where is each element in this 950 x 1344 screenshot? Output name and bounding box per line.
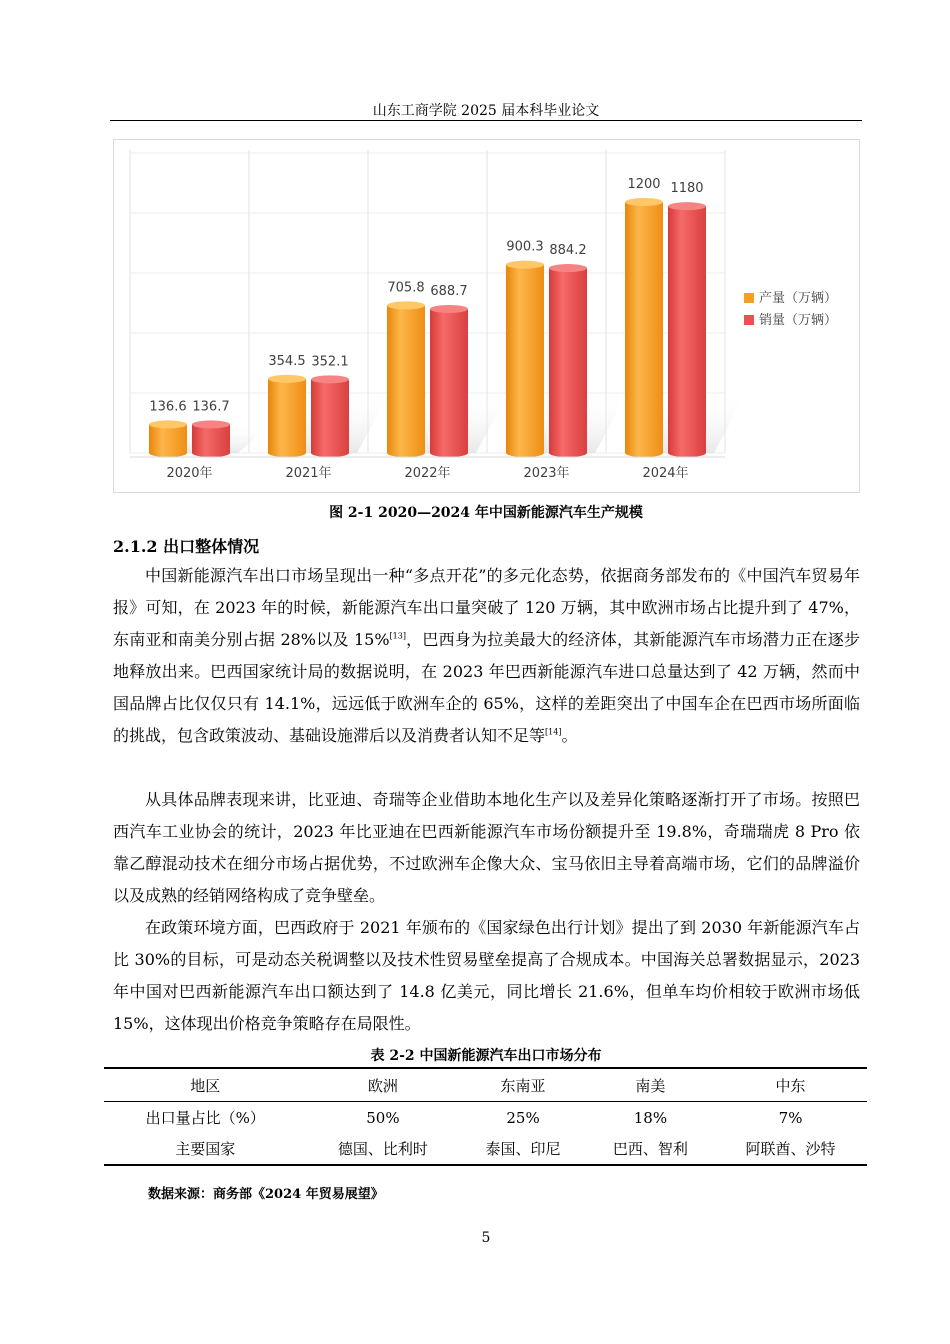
bar-base bbox=[192, 449, 230, 457]
table-header-cell: 中东 bbox=[714, 1068, 867, 1102]
data-label: 1200 bbox=[627, 177, 661, 192]
table-header-cell: 东南亚 bbox=[459, 1068, 586, 1102]
export-market-table bbox=[104, 1067, 867, 1166]
bar-base bbox=[268, 449, 306, 457]
bar-cap bbox=[149, 420, 187, 428]
bar-base bbox=[311, 449, 349, 457]
data-label: 705.8 bbox=[387, 280, 425, 296]
data-label: 136.6 bbox=[149, 399, 187, 415]
table-cell: 主要国家 bbox=[104, 1133, 307, 1165]
paragraph-1-part-a: 中国新能源汽车出口市场呈现出一种“多点开花”的多元化态势，依据商务部发布的《中国汽车贸易年报》可知，在 2023 年的时候，新能源汽车出口量突破了 120 万辆，其中欧洲市场占比提升到了 47%，东南亚和南美分别占据 28%以及 15% bbox=[113, 566, 860, 649]
x-tick-label: 2023年 bbox=[523, 466, 570, 481]
running-header: 山东工商学院 2025 届本科毕业论文 bbox=[372, 103, 600, 119]
table-cell: 7% bbox=[778, 1108, 803, 1127]
bar-sales bbox=[192, 424, 230, 453]
bar-cap bbox=[268, 375, 306, 383]
bar-sales bbox=[549, 268, 587, 453]
bar-cap bbox=[311, 375, 349, 383]
bar-base bbox=[506, 449, 544, 457]
legend-swatch bbox=[744, 293, 754, 303]
paragraph-1 bbox=[113, 560, 860, 752]
table-cell: 巴西、智利 bbox=[587, 1133, 714, 1165]
table-header-cell: 南美 bbox=[587, 1068, 714, 1102]
table-header-cell: 欧洲 bbox=[307, 1068, 460, 1102]
production-sales-chart bbox=[113, 139, 860, 493]
paragraph-3: 在政策环境方面，巴西政府于 2021 年颁布的《国家绿色出行计划》提出了到 2030 年新能源汽车占比 30%的目标，可是动态关税调整以及技术性贸易壁垒提高了合规成本。中国海关总署数据显示，2023 年中国对巴西新能源汽车出口额达到了 14.8 亿美元，同比增长 21.6%，但单车均价相较于欧洲市场低 15%，这体现出价格竞争策略存在局限性。 bbox=[113, 918, 860, 1033]
bar-base bbox=[625, 449, 663, 457]
paragraph-1-part-b: ，巴西身为拉美最大的经济体，其新能源汽车市场潜力正在逐步地释放出来。巴西国家统计局的数据说明，在 2023 年巴西新能源汽车进口总量达到了 42 万辆，然而中国品牌占比仅仅只有 14.1%，远远低于欧洲车企的 65%，这样的差距突出了中国车企在巴西市场所面临的挑战，包含政策波动、基础设施滞后以及消费者认知不足等 bbox=[113, 630, 860, 745]
legend-label: 产量（万辆） bbox=[759, 291, 838, 306]
bar-production bbox=[268, 379, 306, 453]
table-cell: 25% bbox=[506, 1108, 540, 1127]
table-row bbox=[104, 1133, 867, 1165]
bar-production bbox=[625, 202, 663, 453]
x-tick-label: 2022年 bbox=[404, 466, 451, 481]
table-cell: 出口量占比（%） bbox=[145, 1109, 265, 1127]
table-cell: 德国、比利时 bbox=[307, 1133, 460, 1165]
header-rule bbox=[110, 120, 862, 121]
bar-sales bbox=[430, 309, 468, 453]
bar-cap bbox=[549, 264, 587, 272]
table-cell: 泰国、印尼 bbox=[459, 1133, 586, 1165]
bar-sales bbox=[311, 379, 349, 453]
paragraph-1-part-c: 。 bbox=[561, 726, 578, 745]
figure-caption: 图 2-1 2020—2024 年中国新能源汽车生产规模 bbox=[329, 505, 643, 521]
bar-cap bbox=[387, 301, 425, 309]
x-tick-label: 2021年 bbox=[285, 466, 332, 481]
data-label: 900.3 bbox=[506, 239, 544, 255]
table-cell: 50% bbox=[366, 1108, 400, 1127]
bar-production bbox=[506, 265, 544, 453]
bar-production bbox=[387, 305, 425, 453]
legend-label: 销量（万辆） bbox=[759, 313, 838, 328]
table-cell: 阿联酋、沙特 bbox=[714, 1133, 867, 1165]
bar-cap bbox=[625, 198, 663, 206]
citation-14[interactable]: [14] bbox=[545, 727, 562, 737]
data-label: 1180 bbox=[670, 181, 704, 197]
table-row bbox=[104, 1102, 867, 1134]
table-header-cell: 地区 bbox=[104, 1068, 307, 1102]
table-caption: 表 2-2 中国新能源汽车出口市场分布 bbox=[370, 1048, 602, 1064]
data-label: 352.1 bbox=[311, 354, 349, 370]
x-tick-label: 2024年 bbox=[642, 466, 689, 481]
paragraph-2: 从具体品牌表现来讲，比亚迪、奇瑞等企业借助本地化生产以及差异化策略逐渐打开了市场。按照巴西汽车工业协会的统计，2023 年比亚迪在巴西新能源汽车市场份额提升至 19.8%，奇瑞瑞虎 8 Pro 依靠乙醇混动技术在细分市场占据优势，不过欧洲车企像大众、宝马依旧主导着高端市场，它们的品牌溢价以及成熟的经销网络构成了竞争壁垒。 bbox=[113, 790, 860, 905]
bar-base bbox=[668, 449, 706, 457]
table-header-row bbox=[104, 1068, 867, 1102]
data-label: 354.5 bbox=[268, 353, 306, 369]
bar-cap bbox=[192, 420, 230, 428]
bar-base bbox=[549, 449, 587, 457]
bar-cap bbox=[430, 305, 468, 313]
citation-13[interactable]: [13] bbox=[389, 631, 406, 641]
table-source-note: 数据来源：商务部《2024 年贸易展望》 bbox=[148, 1187, 384, 1202]
data-label: 884.2 bbox=[549, 243, 587, 259]
bar-production bbox=[149, 424, 187, 453]
bar-sales bbox=[668, 206, 706, 453]
data-label: 688.7 bbox=[430, 283, 468, 299]
x-tick-label: 2020年 bbox=[166, 466, 213, 481]
legend-swatch bbox=[744, 315, 754, 325]
bar-base bbox=[149, 449, 187, 457]
bar-cap bbox=[506, 261, 544, 269]
bar-cap bbox=[668, 202, 706, 210]
section-heading: 2.1.2 出口整体情况 bbox=[113, 537, 260, 556]
data-label: 136.7 bbox=[192, 399, 230, 415]
table-cell: 18% bbox=[633, 1108, 668, 1127]
page-number: 5 bbox=[481, 1230, 491, 1246]
bar-base bbox=[430, 449, 468, 457]
bar-base bbox=[387, 449, 425, 457]
chart-canvas bbox=[114, 140, 859, 492]
